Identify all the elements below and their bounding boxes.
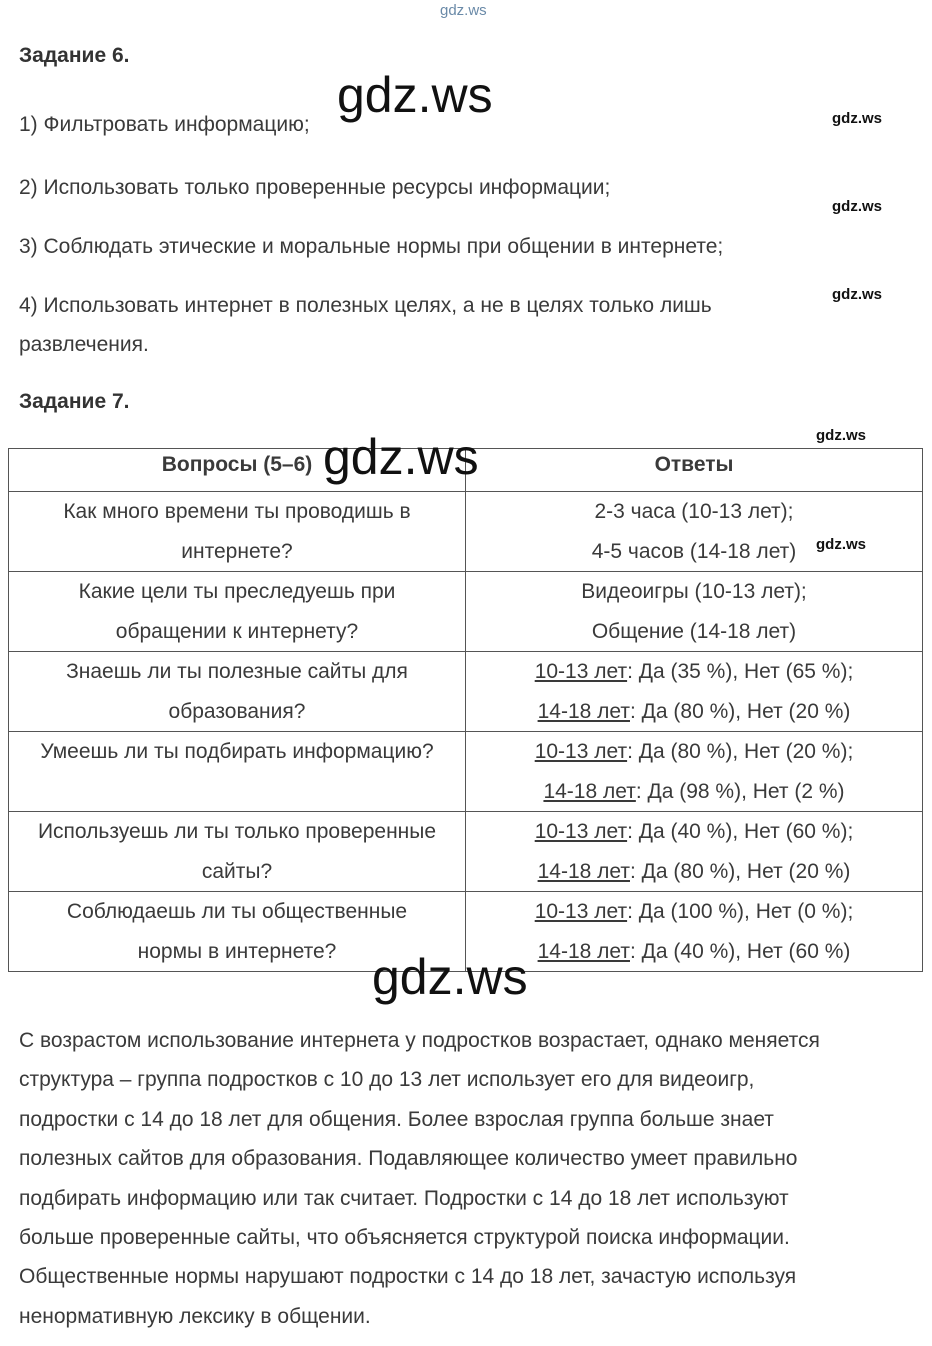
conclusion-line: ненормативную лексику в общении. [19,1304,371,1328]
answer-line [466,892,922,932]
task6-heading: Задание 6. [19,44,130,67]
age-group-label: 14-18 лет [537,939,630,963]
age-group-label: 14-18 лет [543,779,636,803]
answer-text: 2-3 часа (10-13 лет); [594,500,794,523]
question-cell [9,652,466,732]
question-line: обращении к интернету? [115,619,359,643]
answer-text: : Да (40 %), Нет (60 %); [627,820,854,843]
answer-line [466,852,922,892]
watermark-top: gdz.ws [440,2,487,19]
watermark-small: gdz.ws [832,110,883,127]
answer-line [466,772,922,812]
task6-item-4: 4) Использовать интернет в полезных целях, а не в целях только лишь [19,294,712,317]
question-cell [9,492,466,572]
question-cell [9,812,466,892]
conclusion-line: С возрастом использование интернета у подростков возрастает, однако меняется [19,1029,820,1052]
conclusion-line: Общественные нормы нарушают подростки с 14 до 18 лет, зачастую используя [19,1265,797,1289]
answer-line [466,572,922,612]
answer-text: : Да (98 %), Нет (2 %) [635,779,845,803]
question-line: образования? [168,699,306,723]
watermark-big: gdz.ws [372,949,528,1005]
header-questions: Вопросы (5–6) [9,449,466,492]
answer-text: : Да (35 %), Нет (65 %); [627,660,854,683]
conclusion-paragraph [19,1021,919,1336]
answer-text: : Да (100 %), Нет (0 %); [627,900,854,923]
answer-line [466,652,922,692]
conclusion-line: полезных сайтов для образования. Подавляющее количество умеет правильно [19,1147,798,1171]
question-cell [9,732,466,812]
question-line: нормы в интернете? [137,939,337,963]
question-line: сайты? [201,859,273,883]
question-line: Какие цели ты преследуешь при [78,580,396,603]
conclusion-line: больше проверенные сайты, что объясняется структурой поиска информации. [19,1226,790,1250]
age-group-label: 10-13 лет [534,900,628,923]
task6-item-1: 1) Фильтровать информацию; [19,113,310,136]
answer-cell [466,492,923,572]
header-answers: Ответы [466,449,923,492]
answer-text: Видеоигры (10-13 лет); [581,580,807,603]
task6-item-2: 2) Использовать только проверенные ресурсы информации; [19,176,611,199]
question-cell [9,572,466,652]
age-group-label: 14-18 лет [537,699,630,723]
question-line: Как много времени ты проводишь в [63,500,411,523]
question-line [9,772,465,812]
watermark-big: gdz.ws [323,429,479,485]
answer-cell [466,652,923,732]
question-line: Умеешь ли ты подбирать информацию? [40,740,434,763]
answer-line [466,692,922,732]
answer-line [466,732,922,772]
answer-cell [466,812,923,892]
question-line: Используешь ли ты только проверенные [37,820,437,843]
watermark-small: gdz.ws [832,198,883,215]
answer-line [466,492,922,532]
conclusion-line: подбирать информацию или так считает. Подростки с 14 до 18 лет используют [19,1186,789,1210]
watermark-small: gdz.ws [832,286,883,303]
watermark-small: gdz.ws [816,536,867,553]
table-row [9,652,923,732]
watermark-big: gdz.ws [337,67,493,123]
age-group-label: 10-13 лет [534,820,628,843]
conclusion-line: структура – группа подростков с 10 до 13 лет использует его для видеоигр, [19,1068,755,1092]
answer-text: : Да (80 %), Нет (20 %); [627,740,854,763]
answer-cell [466,732,923,812]
question-line: Соблюдаешь ли ты общественные [66,900,408,923]
task6-item-4-cont: развлечения. [19,333,149,356]
age-group-label: 10-13 лет [534,740,628,763]
answer-text: : Да (80 %), Нет (20 %) [630,699,851,723]
watermark-small: gdz.ws [816,427,867,444]
answer-line [466,612,922,652]
age-group-label: 14-18 лет [537,859,630,883]
answer-text: : Да (80 %), Нет (20 %) [630,859,851,883]
survey-table [8,448,923,972]
table-row [9,572,923,652]
answer-cell [466,572,923,652]
answer-text: Общение (14-18 лет) [591,619,797,643]
question-line: интернете? [181,539,293,563]
answer-line [466,812,922,852]
conclusion-line: подростки с 14 до 18 лет для общения. Более взрослая группа больше знает [19,1107,774,1131]
table-row [9,812,923,892]
answer-cell [466,892,923,972]
answer-line [466,932,922,972]
answer-text: 4-5 часов (14-18 лет) [591,539,797,563]
table-row [9,492,923,572]
answer-text: : Да (40 %), Нет (60 %) [630,939,851,963]
age-group-label: 10-13 лет [534,660,628,683]
task7-heading: Задание 7. [19,390,130,413]
question-line: Знаешь ли ты полезные сайты для [66,660,408,683]
table-row [9,732,923,812]
task6-item-3: 3) Соблюдать этические и моральные нормы при общении в интернете; [19,235,724,258]
